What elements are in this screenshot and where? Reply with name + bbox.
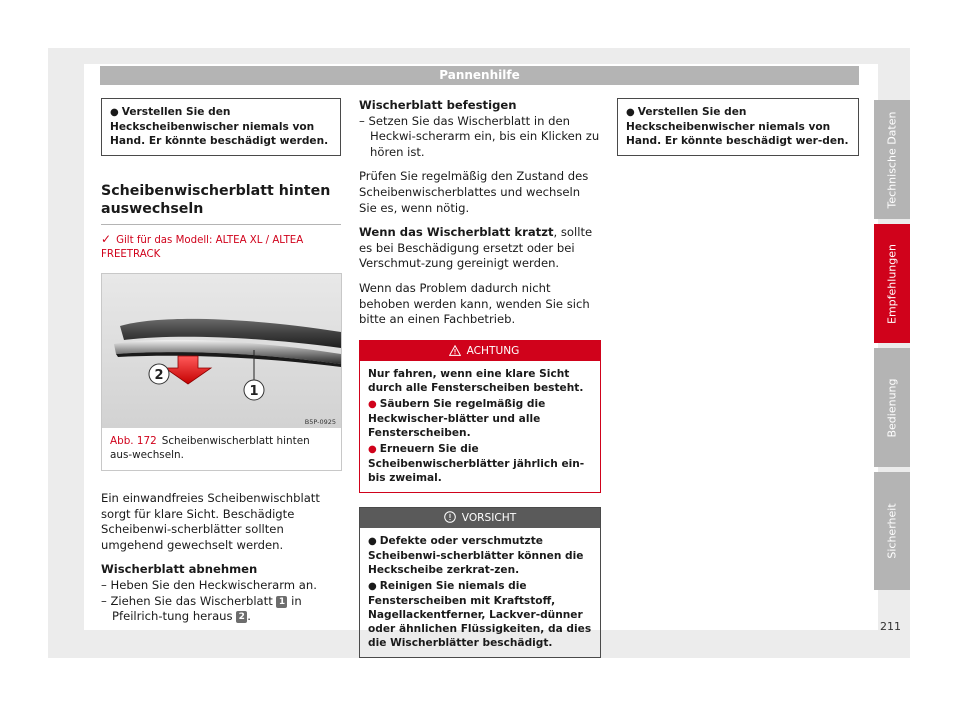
remove-step-2: – Ziehen Sie das Wischerblatt 1 in Pfeilrich-tung heraus 2 .: [101, 593, 302, 624]
tab-label: Sicherheit: [885, 503, 899, 559]
caution-title: VORSICHT: [461, 511, 517, 524]
image-code: B5P-0925: [304, 418, 336, 426]
callout-2: 2: [154, 368, 164, 383]
tab-bedienung[interactable]: [874, 348, 910, 467]
checkmark-icon: ✓: [101, 232, 112, 246]
tab-technische-daten[interactable]: [874, 100, 910, 219]
tab-empfehlungen[interactable]: [874, 224, 910, 343]
warning-item-text: Säubern Sie regelmäßig die Heckwischer-blätter und alle Fensterscheiben.: [368, 397, 546, 439]
warning-item-text: Erneuern Sie die Scheibenwischerblätter jährlich ein- bis zweimal.: [368, 442, 585, 484]
warning-intro: Nur fahren, wenn eine klare Sicht durch alle Fensterscheiben besteht.: [368, 367, 584, 394]
tab-label: Bedienung: [885, 377, 899, 438]
notice-box: [617, 98, 859, 156]
bullet-icon: ●: [368, 398, 377, 410]
caution-body: [360, 528, 600, 657]
bullet-icon: ●: [368, 443, 377, 455]
remove-step-1-text: Heben Sie den Heckwischerarm an.: [110, 577, 317, 592]
notice-text: Verstellen Sie den Heckscheibenwischer niemals von Hand. Er könnte beschädigt werden.: [110, 106, 329, 147]
remove-step-2-end: .: [247, 609, 251, 624]
page-number: 211: [880, 620, 901, 633]
warning-body: [360, 361, 600, 492]
attach-step-1: – Setzen Sie das Wischerblatt in den Heckwi-scherarm ein, bis ein Klicken zu hören ist.: [359, 113, 600, 159]
figure-caption: [102, 428, 341, 470]
tab-sicherheit[interactable]: [874, 472, 910, 590]
scratch-rest: , sollte es bei Beschädigung ersetzt oder bei Verschmut-zung gereinigt werden.: [359, 225, 593, 271]
warning-item: [368, 397, 592, 440]
tab-label: Empfehlungen: [885, 243, 899, 324]
remove-heading: Wischerblatt abnehmen: [101, 562, 258, 577]
persist-paragraph: Wenn das Problem dadurch nicht behoben werden kann, wenden Sie sich bitte an einen Fachbetrieb.: [359, 280, 590, 327]
wiper-blade-illustration: [102, 274, 341, 428]
bullet-icon: ●: [626, 107, 635, 118]
warning-box: [359, 340, 601, 493]
attach-heading: Wischerblatt befestigen: [359, 98, 517, 112]
remove-step-2-text-a: Ziehen Sie das Wischerblatt: [110, 593, 273, 608]
figure-caption-text: Scheibenwischerblatt hinten aus-wechseln.: [110, 435, 310, 461]
remove-step-1: – Heben Sie den Heckwischerarm an.: [101, 577, 317, 592]
remove-step-2-text-b: in Pfeilrich-tung heraus: [112, 593, 302, 624]
applies-to-text: Gilt für das Modell: ALTEA XL / ALTEA FREETRACK: [101, 235, 304, 260]
applies-to: [101, 232, 341, 262]
caution-item: [368, 534, 592, 577]
chapter-header: Pannenhilfe: [100, 66, 859, 85]
scratch-paragraph: [359, 225, 601, 272]
caution-item-text: Defekte oder verschmutzte Scheibenwi-scherblätter können die Heckscheibe zerkrat-zen.: [368, 534, 584, 576]
attach-step-1-text: Setzen Sie das Wischerblatt in den Heckwi-scherarm ein, bis ein Klicken zu hören ist.: [368, 113, 600, 159]
figure-172: [101, 273, 342, 471]
notice-box: [101, 98, 341, 156]
caution-exclamation-icon: [444, 511, 456, 523]
ref-badge-2: 2: [236, 611, 247, 623]
caution-box: [359, 507, 601, 658]
middle-column: [359, 98, 601, 658]
figure-label: Abb. 172: [110, 435, 157, 447]
check-paragraph: Prüfen Sie regelmäßig den Zustand des Scheibenwischerblattes und wechseln Sie es, wenn nötig.: [359, 169, 589, 215]
caution-item-text: Reinigen Sie niemals die Fensterscheiben mit Kraftstoff, Nagellackentferner, Lackver-dünner oder ähnlichen Flüssigkeiten, da dies die Wischerblätter beschädigt.: [368, 579, 592, 649]
notice-text: Verstellen Sie den Heckscheibenwischer niemals von Hand. Er könnte beschädigt wer-den.: [626, 106, 849, 147]
caution-header: [360, 508, 600, 528]
warning-item: [368, 442, 592, 485]
intro-paragraph: Ein einwandfreies Scheibenwischblatt sorgt für klare Sicht. Beschädigte Scheibenwi-scherblätter sollten umgehend gewechselt werden.: [101, 491, 320, 552]
bullet-icon: ●: [368, 535, 377, 547]
section-title: Scheibenwischerblatt hinten auswechseln: [101, 183, 341, 225]
callout-1: 1: [249, 384, 259, 399]
warning-header: [360, 341, 600, 361]
scratch-bold: Wenn das Wischerblatt kratzt: [359, 225, 554, 240]
bullet-icon: ●: [110, 107, 119, 118]
warning-triangle-icon: [449, 345, 461, 356]
warning-title: ACHTUNG: [466, 344, 520, 357]
bullet-icon: ●: [368, 580, 377, 592]
tab-label: Technische Daten: [885, 111, 899, 208]
right-column: [617, 98, 859, 156]
left-column: [101, 98, 341, 625]
caution-item: [368, 579, 592, 650]
ref-badge-1: 1: [276, 596, 287, 608]
